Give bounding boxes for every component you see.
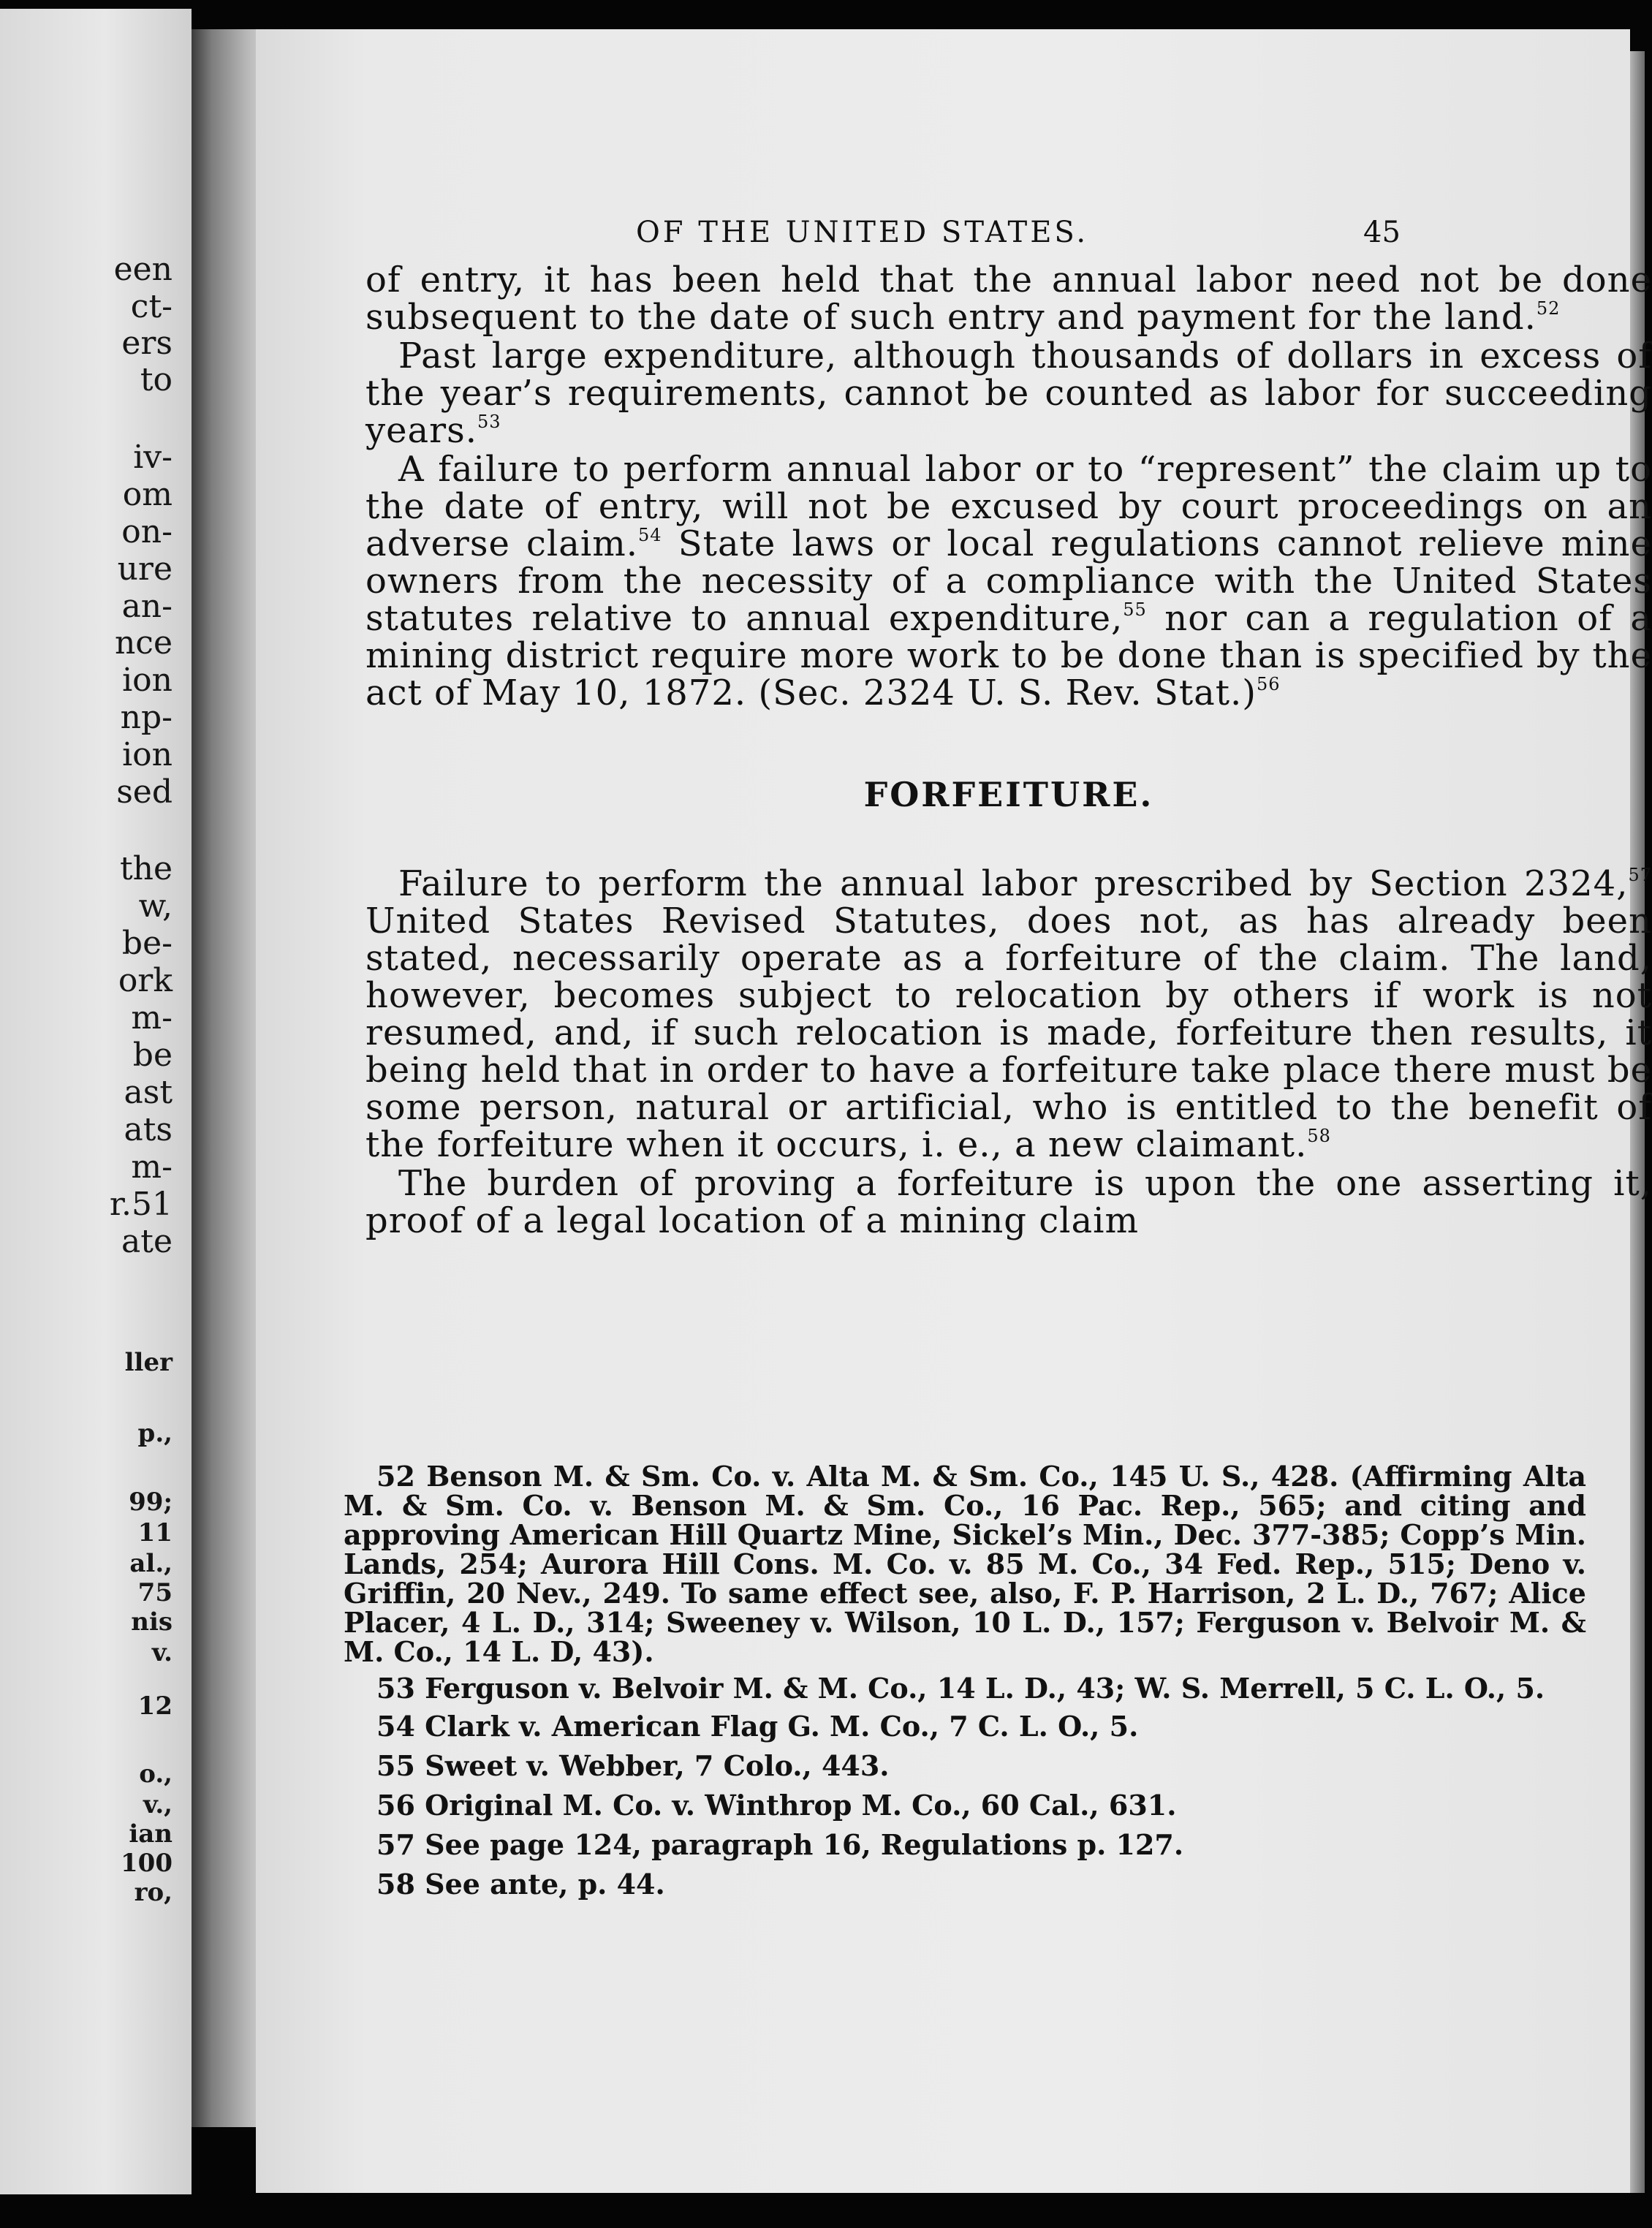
footnote-text: See ante, p. 44. xyxy=(425,1868,665,1901)
left-page-fragment: ate xyxy=(121,1223,173,1260)
left-page-fragment: nce xyxy=(114,624,173,662)
paragraph-text: nor can a regulation of a mining district require more work to be done than is specified by the act of May 10, 1872. (Sec. 2324 U. S. Rev. Stat.) xyxy=(365,598,1652,713)
body-text xyxy=(365,259,1652,1241)
left-page-fragment: 12 xyxy=(137,1691,173,1721)
left-page-fragment: al., xyxy=(129,1549,173,1578)
left-page-fragment: an- xyxy=(121,588,173,625)
left-page-fragment: v. xyxy=(151,1638,173,1667)
paragraph xyxy=(365,1165,1652,1240)
paragraph-text: State laws or local regulations cannot relieve mine owners from the necessity of a compliance with the United States statutes relative to annual expenditure, xyxy=(365,523,1652,639)
footnote-text: See page 124, paragraph 16, Regulations p. 127. xyxy=(425,1828,1184,1861)
left-page-fragment: ork xyxy=(118,962,173,999)
paragraph xyxy=(365,338,1652,450)
left-page-fragment: ro, xyxy=(134,1878,173,1907)
paragraph-text: A failure to perform annual labor or to “represent” the claim up to the date of entry, will not be excused by court proceedings on an adverse claim. xyxy=(365,449,1652,564)
left-page-fragment: iv- xyxy=(133,439,173,476)
paragraph xyxy=(365,865,1652,1164)
left-page-fragment: be- xyxy=(121,925,173,962)
paragraph-text: The burden of proving a forfeiture is upon the one asserting it, proof of a legal location of a mining claim xyxy=(365,1163,1652,1241)
left-page-fragment: sed xyxy=(116,773,173,811)
paragraph-text: Failure to perform the annual labor prescribed by Section 2324, xyxy=(398,863,1629,904)
footnote-number: 52 xyxy=(376,1460,415,1493)
left-page-fragment: np- xyxy=(120,699,173,736)
section-heading: FORFEITURE. xyxy=(863,775,1154,814)
left-page-fragment: nis xyxy=(131,1607,173,1637)
left-page-fragment: o., xyxy=(139,1759,173,1789)
left-page-fragment: the xyxy=(119,850,173,887)
left-page-fragment: om xyxy=(122,476,173,513)
footnotes xyxy=(344,1462,1586,1901)
paragraph-text: Past large expenditure, although thousands of dollars in excess of the year’s requirements, cannot be counted as labor for succeeding years. xyxy=(365,336,1652,451)
left-page-fragment: ure xyxy=(117,550,173,588)
footnote-ref: 57 xyxy=(1628,865,1652,885)
left-page-fragment: p., xyxy=(137,1419,173,1448)
left-page-fragment: ion xyxy=(122,662,173,699)
paragraph xyxy=(365,451,1652,712)
left-page-fragment: ers xyxy=(121,325,173,362)
footnote-ref: 58 xyxy=(1307,1126,1331,1146)
footnote-ref: 53 xyxy=(477,412,501,432)
left-page-fragment: r.51 xyxy=(109,1186,173,1223)
left-page-fragment: be xyxy=(132,1037,173,1074)
left-page-fragment: ct- xyxy=(130,288,173,325)
left-page-fragment: ller xyxy=(124,1348,173,1377)
footnote xyxy=(344,1674,1586,1703)
left-page-fragment: 11 xyxy=(137,1518,173,1547)
left-page-fragment: on- xyxy=(121,513,173,550)
page-number: 45 xyxy=(1363,216,1401,249)
left-page-fragment: ats xyxy=(124,1111,173,1148)
left-page-fragment: ast xyxy=(124,1074,173,1111)
footnote-text: Original M. Co. v. Winthrop M. Co., 60 Cal., 631. xyxy=(425,1789,1177,1822)
footnote-number: 55 xyxy=(376,1749,415,1782)
left-page-fragment: m- xyxy=(131,1148,173,1186)
previous-page-edge xyxy=(0,9,192,2194)
footnote xyxy=(344,1789,1586,1822)
footnote-text: Ferguson v. Belvoir M. & M. Co., 14 L. D., 43; W. S. Merrell, 5 C. L. O., 5. xyxy=(425,1672,1545,1705)
footnote xyxy=(344,1868,1586,1901)
paragraph-text: United States Revised Statutes, does not, as has already been stated, necessarily operate as a forfeiture of the claim. The land, however, becomes subject to relocation by others if work is not resumed, and, if such relocation is made, forfeiture then results, it being held that in order to have a forfeiture take place there must be some person, natural or artificial, who is entitled to the benefit of the forfeiture when it occurs, i. e., a new claimant. xyxy=(365,901,1652,1165)
left-page-fragment: v., xyxy=(143,1790,173,1819)
left-page-fragment: 100 xyxy=(121,1849,173,1878)
footnote-number: 58 xyxy=(376,1868,415,1901)
footnote xyxy=(344,1750,1586,1782)
footnote-ref: 52 xyxy=(1536,298,1561,319)
footnote-number: 54 xyxy=(376,1710,415,1743)
footnote-number: 56 xyxy=(376,1789,415,1822)
book-page xyxy=(256,29,1652,2193)
footnote-number: 57 xyxy=(376,1828,415,1861)
left-page-fragment: to xyxy=(140,361,173,398)
left-page-fragment: ian xyxy=(129,1819,173,1849)
footnote xyxy=(344,1462,1586,1667)
footnote-text: Clark v. American Flag G. M. Co., 7 C. L. O., 5. xyxy=(425,1710,1139,1743)
footnote xyxy=(344,1829,1586,1861)
left-page-fragment: een xyxy=(113,251,173,288)
footnote-ref: 56 xyxy=(1257,674,1281,694)
footnote xyxy=(344,1710,1586,1743)
running-title: OF THE UNITED STATES. xyxy=(636,216,1089,249)
left-page-fragment: ion xyxy=(122,736,173,773)
left-page-fragment: 99; xyxy=(129,1488,173,1517)
footnote-text: Benson M. & Sm. Co. v. Alta M. & Sm. Co., 145 U. S., 428. (Affirming Alta M. & Sm. Co. v. Benson M. & Sm. Co., 16 Pac. Rep., 565; and citing and approving American Hill Quartz Mine, Sickel’s Min., Dec. 377-385; Copp’s Min. Lands, 254; Aurora Hill Cons. M. Co. v. 85 M. Co., 34 Fed. Rep., 515; Deno v. Griffin, 20 Nev., 249. To same effect see, also, F. P. Harrison, 2 L. D., 767; Alice Placer, 4 L. D., 314; Sweeney v. Wilson, 10 L. D., 157; Ferguson v. Belvoir M. & M. Co., 14 L. D, 43). xyxy=(344,1460,1586,1668)
left-page-fragment: m- xyxy=(131,999,173,1037)
paragraph xyxy=(365,259,1652,338)
footnote-ref: 55 xyxy=(1123,599,1147,620)
left-page-fragment: 75 xyxy=(137,1578,173,1607)
footnote-number: 53 xyxy=(376,1672,415,1705)
paragraph-text: of entry, it has been held that the annual labor need not be done subsequent to the date of such entry and payment for the land. xyxy=(365,259,1652,338)
footnote-text: Sweet v. Webber, 7 Colo., 443. xyxy=(425,1749,890,1782)
footnote-ref: 54 xyxy=(638,525,662,545)
left-page-fragment: w, xyxy=(138,887,173,925)
